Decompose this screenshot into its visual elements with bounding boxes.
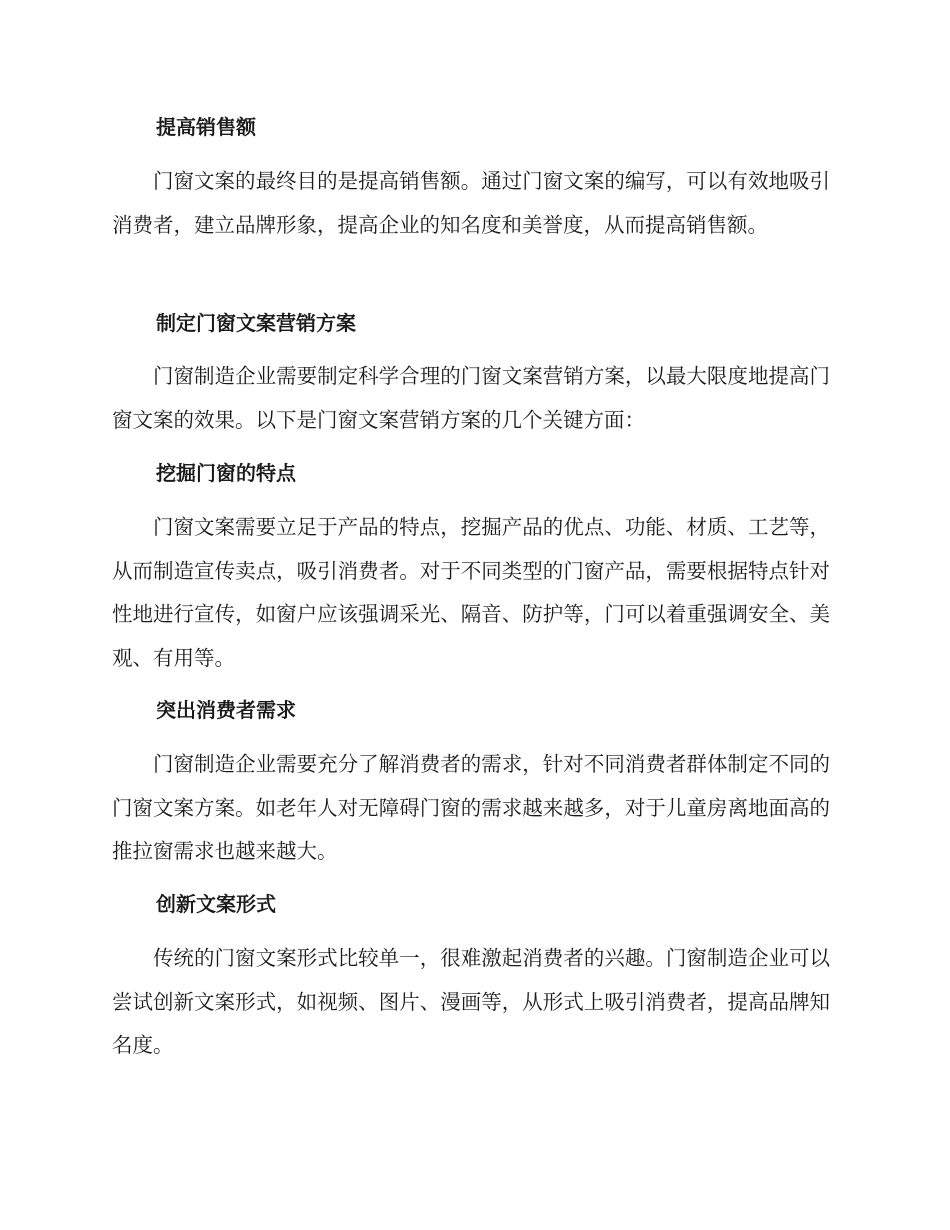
- section-body-consumer-needs: 门窗制造企业需要充分了解消费者的需求，针对不同消费者群体制定不同的门窗文案方案。如老年人对无障碍门窗的需求越来越多，对于儿童房离地面高的推拉窗需求也越来越大。: [112, 752, 830, 863]
- section-heading-product-features: 挖掘门窗的特点: [156, 461, 296, 485]
- section-body-increase-sales: 门窗文案的最终目的是提高销售额。通过门窗文案的编写，可以有效地吸引消费者，建立品牌形象，提高企业的知名度和美誉度，从而提高销售额。: [112, 169, 830, 237]
- section-body-marketing-plan: 门窗制造企业需要制定科学合理的门窗文案营销方案，以最大限度地提高门窗文案的效果。以下是门窗文案营销方案的几个关键方面：: [112, 364, 830, 432]
- section-heading-marketing-plan: 制定门窗文案营销方案: [156, 311, 356, 335]
- section-body-product-features: 门窗文案需要立足于产品的特点，挖掘产品的优点、功能、材质、工艺等，从而制造宣传卖点，吸引消费者。对于不同类型的门窗产品，需要根据特点针对性地进行宣传，如窗户应该强调采光、隔音、防护等，门可以着重强调安全、美观、有用等。: [112, 515, 830, 670]
- section-heading-consumer-needs: 突出消费者需求: [156, 698, 296, 722]
- section-heading-increase-sales: 提高销售额: [156, 115, 256, 139]
- section-body-innovative-format: 传统的门窗文案形式比较单一，很难激起消费者的兴趣。门窗制造企业可以尝试创新文案形式，如视频、图片、漫画等，从形式上吸引消费者，提高品牌知名度。: [112, 946, 830, 1057]
- section-heading-innovative-format: 创新文案形式: [156, 892, 276, 916]
